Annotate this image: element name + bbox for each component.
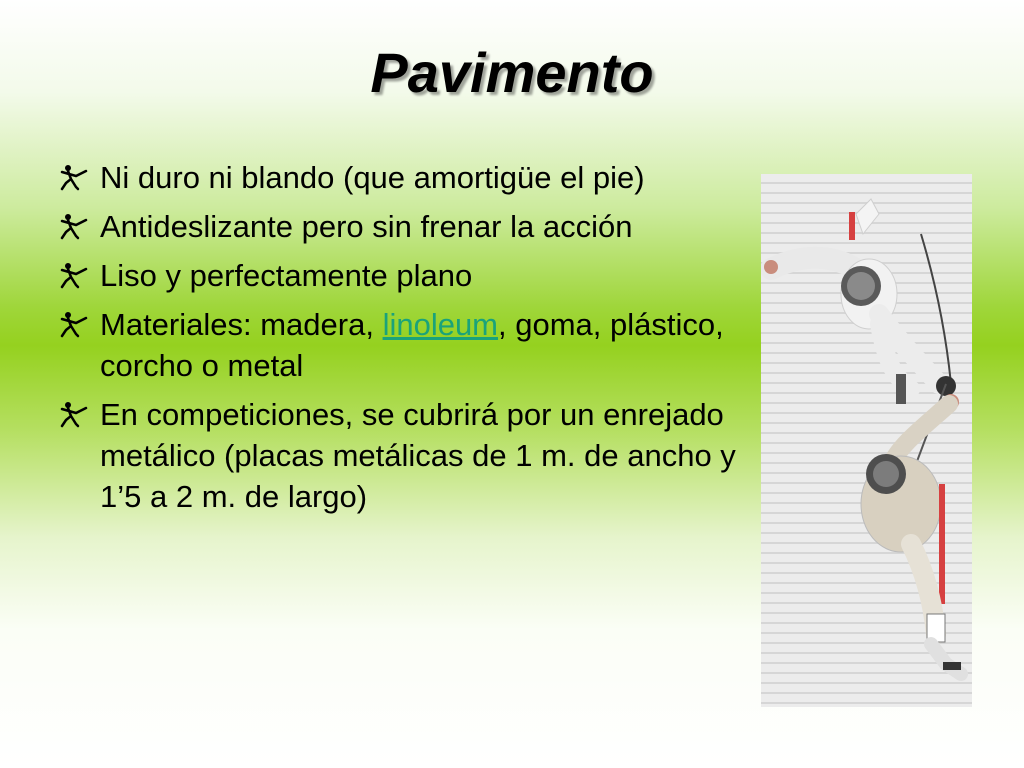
bullet-text-prefix: Materiales: madera, (100, 307, 383, 342)
fencing-photo (761, 174, 972, 707)
linoleum-link[interactable]: linoleum (382, 307, 499, 342)
bottom-fencer (861, 404, 961, 674)
top-fencer (764, 199, 951, 404)
bullet-text: En competiciones, se cubrirá por un enrejado metálico (placas metálicas de 1 m. de ancho y 1’5 a 2 m. de largo) (100, 397, 736, 514)
fencer-icon (56, 310, 88, 338)
bullet-text-suffix: , goma, plástico, corcho o metal (100, 307, 724, 383)
fencer-icon (56, 163, 88, 191)
fencer-icon (56, 212, 88, 240)
fencer-icon (56, 400, 88, 428)
bullet-item (56, 206, 756, 247)
bullet-text: Ni duro ni blando (que amortigüe el pie) (100, 160, 645, 195)
slide-title: Pavimento (370, 41, 654, 104)
fencer-icon (56, 261, 88, 289)
bullet-text: Liso y perfectamente plano (100, 258, 473, 293)
fencers-illustration (761, 174, 972, 707)
bullet-item (56, 157, 756, 198)
bullet-item (56, 304, 756, 386)
bullet-item (56, 394, 756, 517)
bullet-list (56, 157, 756, 525)
bullet-text: Antideslizante pero sin frenar la acción (100, 209, 633, 244)
bullet-item (56, 255, 756, 296)
